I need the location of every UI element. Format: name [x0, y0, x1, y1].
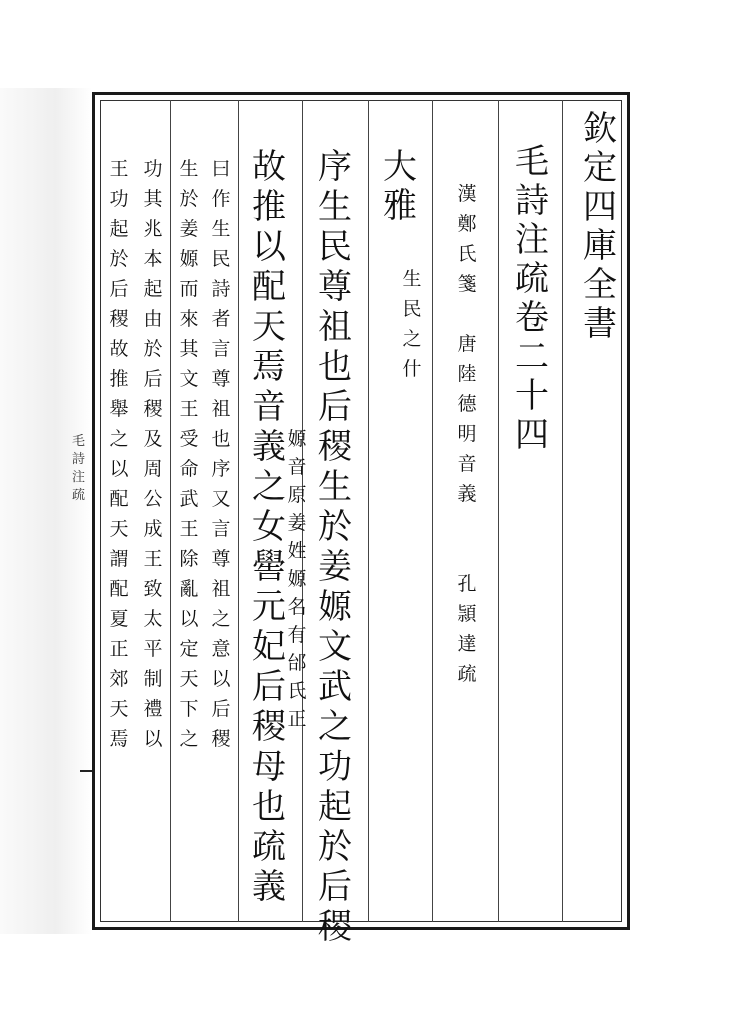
glyph: 女	[252, 507, 286, 547]
glyph: 名	[287, 596, 307, 618]
glyph: 於	[179, 188, 199, 210]
page-gutter	[0, 88, 92, 934]
glyph: 姓	[287, 540, 307, 562]
glyph: 配	[109, 578, 129, 600]
glyph: 制	[143, 668, 163, 690]
glyph: 后	[318, 867, 352, 907]
glyph: 除	[179, 548, 199, 570]
glyph: 義	[252, 867, 286, 907]
glyph: 詩	[211, 278, 231, 300]
glyph: 以	[109, 458, 129, 480]
glyph: 言	[211, 338, 231, 360]
glyph: 武	[179, 488, 199, 510]
glyph: 毛	[72, 434, 86, 449]
glyph: 生	[211, 218, 231, 240]
glyph: 疏	[252, 827, 286, 867]
glyph: 郊	[109, 668, 129, 690]
glyph: 生	[402, 268, 422, 290]
glyph: 祖	[318, 307, 352, 347]
text-column-5	[138, 160, 168, 760]
glyph: 於	[143, 338, 163, 360]
glyph: 定	[179, 638, 199, 660]
glyph: 稷	[252, 707, 286, 747]
glyph: 其	[143, 188, 163, 210]
glyph: 生	[318, 467, 352, 507]
glyph: 天	[109, 698, 129, 720]
glyph: 周	[143, 458, 163, 480]
glyph: 頴	[457, 603, 477, 625]
column-rule	[498, 100, 499, 922]
section-subheading	[392, 270, 432, 390]
glyph: 及	[143, 428, 163, 450]
glyph: 謂	[109, 548, 129, 570]
glyph: 尊	[318, 267, 352, 307]
glyph: 嫄	[318, 587, 352, 627]
glyph: 命	[179, 458, 199, 480]
glyph: 二	[515, 337, 549, 377]
glyph: 焉	[109, 728, 129, 750]
glyph: 孔	[457, 573, 477, 595]
column-rule	[562, 100, 563, 922]
glyph: 妃	[252, 627, 286, 667]
glyph: 致	[143, 578, 163, 600]
glyph: 故	[109, 338, 129, 360]
glyph: 天	[179, 668, 199, 690]
glyph: 音	[252, 387, 286, 427]
glyph: 嫄	[287, 428, 307, 450]
glyph: 達	[457, 633, 477, 655]
glyph: 其	[179, 338, 199, 360]
glyph: 王	[109, 158, 129, 180]
glyph: 兆	[143, 218, 163, 240]
glyph: 王	[179, 398, 199, 420]
glyph: 母	[252, 747, 286, 787]
glyph: 全	[583, 265, 617, 305]
glyph: 十	[515, 376, 549, 416]
glyph: 氏	[287, 680, 307, 702]
glyph: 下	[179, 698, 199, 720]
glyph: 義	[457, 483, 477, 505]
glyph: 后	[252, 667, 286, 707]
glyph: 音	[457, 453, 477, 475]
glyph: 配	[109, 488, 129, 510]
glyph: 欽	[583, 109, 617, 149]
glyph: 四	[515, 415, 549, 455]
glyph: 祖	[211, 398, 231, 420]
glyph: 序	[318, 147, 352, 187]
glyph: 以	[143, 728, 163, 750]
glyph: 稷	[318, 427, 352, 467]
glyph: 王	[179, 518, 199, 540]
glyph: 也	[252, 787, 286, 827]
glyph: 起	[143, 278, 163, 300]
glyph: 也	[318, 347, 352, 387]
glyph: 稷	[318, 907, 352, 947]
column-rule	[238, 100, 239, 922]
glyph: 功	[318, 747, 352, 787]
glyph: 天	[252, 307, 286, 347]
glyph: 王	[143, 548, 163, 570]
glyph: 疏	[457, 663, 477, 685]
glyph: 以	[252, 227, 286, 267]
glyph: 之	[402, 328, 422, 350]
glyph: 音	[287, 456, 307, 478]
glyph: 姜	[179, 218, 199, 240]
glyph: 稷	[109, 308, 129, 330]
glyph	[457, 515, 476, 545]
glyph: 稷	[211, 728, 231, 750]
glyph: 尊	[211, 368, 231, 390]
glyph: 漢	[457, 183, 477, 205]
glyph: 夏	[109, 608, 129, 630]
glyph: 本	[143, 248, 163, 270]
glyph: 由	[143, 308, 163, 330]
glyph	[457, 305, 476, 335]
text-column-2-note	[286, 430, 308, 738]
glyph: 民	[211, 248, 231, 270]
glyph: 之	[179, 728, 199, 750]
glyph: 於	[318, 507, 352, 547]
glyph: 文	[318, 627, 352, 667]
glyph: 尊	[211, 548, 231, 570]
glyph: 成	[143, 518, 163, 540]
glyph: 庫	[583, 226, 617, 266]
glyph: 唐	[457, 333, 477, 355]
glyph: 於	[109, 248, 129, 270]
glyph: 功	[143, 158, 163, 180]
glyph: 之	[252, 467, 286, 507]
glyph: 姜	[318, 547, 352, 587]
glyph: 之	[109, 428, 129, 450]
glyph: 受	[179, 428, 199, 450]
glyph: 嚳	[252, 547, 286, 587]
glyph: 書	[583, 304, 617, 344]
glyph: 生	[318, 187, 352, 227]
glyph: 什	[402, 358, 422, 380]
glyph: 文	[179, 368, 199, 390]
glyph: 之	[211, 608, 231, 630]
glyph: 言	[211, 518, 231, 540]
column-rule	[170, 100, 171, 922]
glyph: 之	[318, 707, 352, 747]
glyph: 又	[211, 488, 231, 510]
glyph: 明	[457, 423, 477, 445]
glyph: 亂	[179, 578, 199, 600]
glyph: 有	[287, 624, 307, 646]
glyph: 以	[179, 608, 199, 630]
glyph: 氏	[457, 243, 477, 265]
glyph: 姜	[287, 512, 307, 534]
book-title	[510, 142, 554, 457]
glyph: 元	[252, 587, 286, 627]
glyph: 舉	[109, 398, 129, 420]
glyph: 武	[318, 667, 352, 707]
glyph: 嫄	[287, 568, 307, 590]
text-column-6	[104, 160, 134, 760]
glyph: 注	[72, 470, 86, 485]
glyph: 陸	[457, 363, 477, 385]
glyph: 箋	[457, 273, 477, 295]
authors-line	[446, 185, 488, 695]
glyph: 焉	[252, 347, 286, 387]
library-title	[580, 109, 620, 346]
glyph: 毛	[515, 142, 549, 182]
glyph: 以	[211, 668, 231, 690]
glyph: 禮	[143, 698, 163, 720]
glyph: 后	[109, 278, 129, 300]
glyph: 也	[211, 428, 231, 450]
glyph: 雅	[383, 186, 417, 226]
glyph: 民	[318, 227, 352, 267]
glyph: 故	[252, 147, 286, 187]
glyph: 曰	[211, 158, 231, 180]
glyph: 公	[143, 488, 163, 510]
glyph: 疏	[72, 488, 86, 503]
glyph: 太	[143, 608, 163, 630]
glyph: 起	[318, 787, 352, 827]
glyph: 正	[287, 708, 307, 730]
glyph: 配	[252, 267, 286, 307]
section-heading	[380, 147, 420, 228]
text-column-4	[174, 160, 204, 760]
glyph: 四	[583, 187, 617, 227]
glyph: 詩	[72, 452, 86, 467]
glyph: 功	[109, 188, 129, 210]
glyph: 大	[383, 147, 417, 187]
glyph: 於	[318, 827, 352, 867]
glyph: 后	[143, 368, 163, 390]
glyph: 生	[179, 158, 199, 180]
text-column-1	[312, 147, 358, 950]
glyph: 注	[515, 220, 549, 260]
glyph: 天	[109, 518, 129, 540]
glyph: 序	[211, 458, 231, 480]
glyph: 嫄	[179, 248, 199, 270]
glyph: 原	[287, 484, 307, 506]
glyph: 稷	[143, 398, 163, 420]
glyph: 義	[252, 427, 286, 467]
glyph	[457, 545, 476, 575]
glyph: 定	[583, 148, 617, 188]
glyph: 鄭	[457, 213, 477, 235]
glyph: 民	[402, 298, 422, 320]
glyph: 起	[109, 218, 129, 240]
glyph: 邰	[287, 652, 307, 674]
glyph: 意	[211, 638, 231, 660]
glyph: 詩	[515, 181, 549, 221]
glyph: 疏	[515, 259, 549, 299]
glyph: 后	[211, 698, 231, 720]
glyph: 后	[318, 387, 352, 427]
edge-label	[72, 430, 85, 502]
glyph: 來	[179, 308, 199, 330]
glyph: 推	[252, 187, 286, 227]
folio-mark	[80, 770, 92, 772]
glyph: 卷	[515, 298, 549, 338]
glyph: 德	[457, 393, 477, 415]
glyph: 而	[179, 278, 199, 300]
glyph: 作	[211, 188, 231, 210]
text-column-3	[206, 160, 236, 760]
glyph: 祖	[211, 578, 231, 600]
glyph: 平	[143, 638, 163, 660]
glyph: 者	[211, 308, 231, 330]
column-rule	[432, 100, 433, 922]
glyph: 推	[109, 368, 129, 390]
glyph: 正	[109, 638, 129, 660]
column-rule	[368, 100, 369, 922]
